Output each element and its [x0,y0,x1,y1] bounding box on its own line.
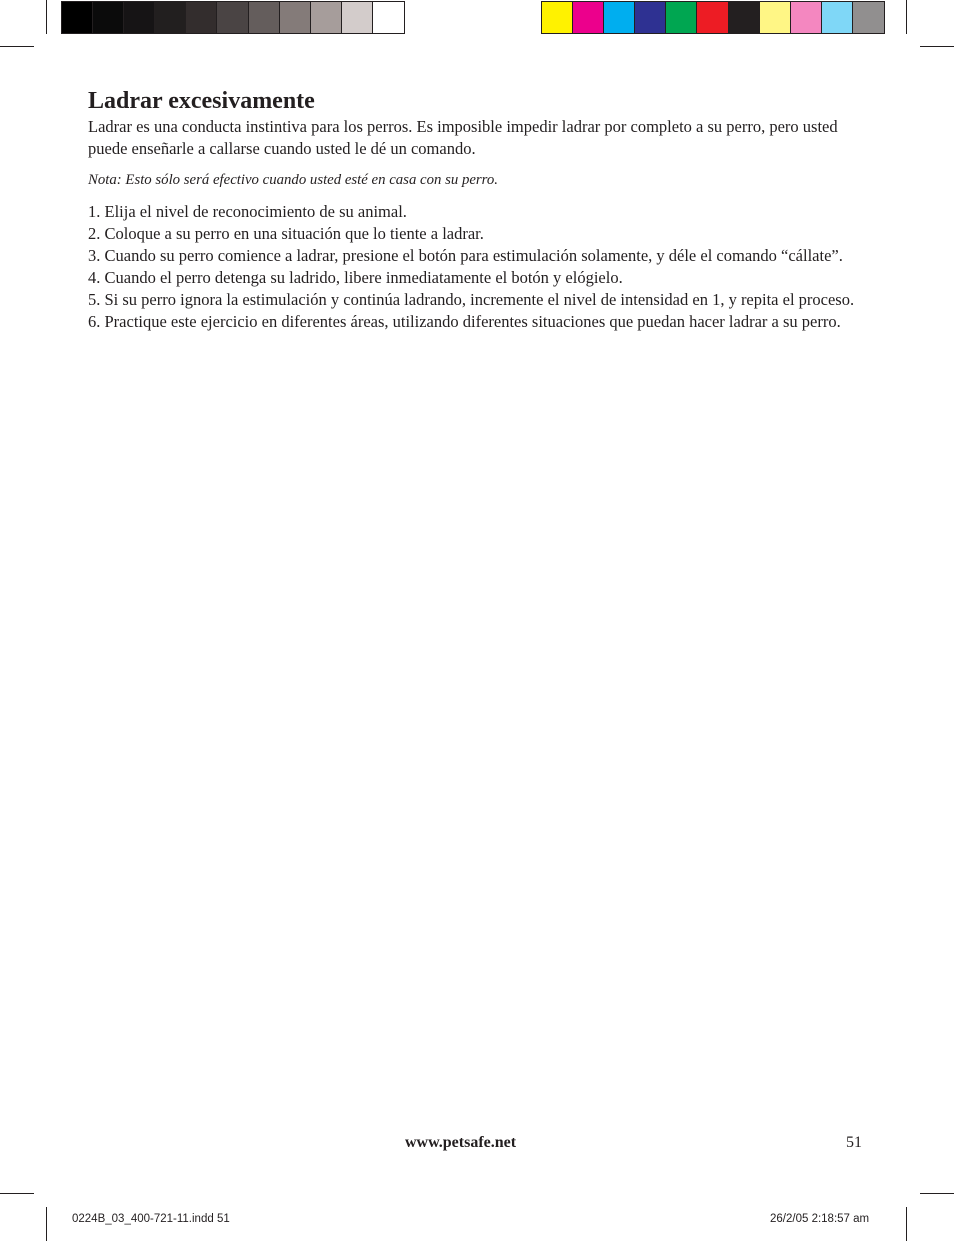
color-swatch [280,2,311,33]
color-swatch [573,2,604,33]
crop-mark [46,0,47,34]
color-swatch [666,2,697,33]
crop-mark [906,0,907,34]
steps-list [88,201,870,333]
intro-paragraph: Ladrar es una conducta instintiva para los perros. Es imposible impedir ladrar por completo a su perro, pero usted puede enseñarle a callarse cuando usted le dé un comando. [88,117,838,158]
list-item: 4. Cuando el perro detenga su ladrido, libere inmediatamente el botón y elógielo. [88,268,623,287]
color-swatch [155,2,186,33]
color-swatch [853,2,884,33]
color-swatch [791,2,822,33]
color-swatch [542,2,573,33]
color-swatch [217,2,248,33]
color-swatch [124,2,155,33]
grayscale-color-bar [61,1,405,34]
slug-filename: 0224B_03_400-721-11.indd 51 [72,1213,230,1225]
list-item: 1. Elija el nivel de reconocimiento de su animal. [88,202,407,221]
color-swatch [373,2,404,33]
list-item: 6. Practique este ejercicio en diferentes áreas, utilizando diferentes situaciones que puedan hacer ladrar a su perro. [88,312,841,331]
slug-timestamp: 26/2/05 2:18:57 am [770,1213,870,1225]
color-swatch [604,2,635,33]
crop-mark [0,1193,34,1194]
list-item: 5. Si su perro ignora la estimulación y continúa ladrando, incremente el nivel de intensidad en 1, y repita el proceso. [88,290,855,309]
color-swatch [311,2,342,33]
color-swatch [760,2,791,33]
list-item: 2. Coloque a su perro en una situación que lo tiente a ladrar. [88,224,484,243]
color-swatch [697,2,728,33]
footer-url: www.petsafe.net [405,1134,517,1151]
color-swatch [186,2,217,33]
color-swatch [729,2,760,33]
page-number: 51 [846,1134,862,1151]
page-content [88,86,870,333]
color-swatch [342,2,373,33]
crop-mark [906,1207,907,1241]
section-title: Ladrar excesivamente [88,88,315,114]
color-swatch [249,2,280,33]
process-color-bar [541,1,885,34]
color-swatch [822,2,853,33]
list-item: 3. Cuando su perro comience a ladrar, presione el botón para estimulación solamente, y déle el comando “cállate”. [88,246,843,265]
crop-mark [46,1207,47,1241]
crop-mark [920,46,954,47]
crop-mark [0,46,34,47]
crop-mark [920,1193,954,1194]
color-swatch [62,2,93,33]
color-swatch [93,2,124,33]
color-swatch [635,2,666,33]
note-text: Nota: Esto sólo será efectivo cuando usted esté en casa con su perro. [88,172,498,188]
